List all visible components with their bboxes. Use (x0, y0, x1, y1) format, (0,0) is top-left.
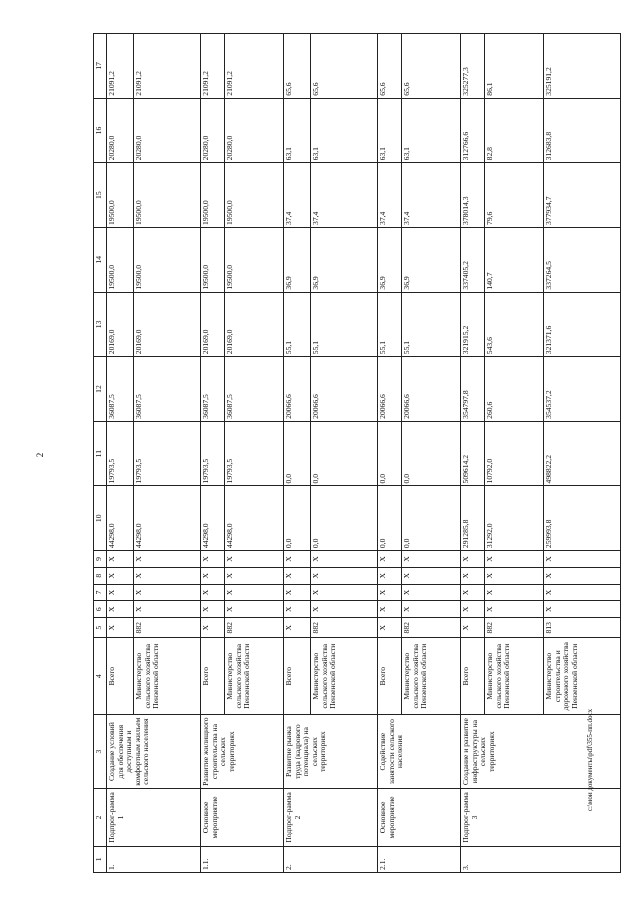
code-cell: X (378, 584, 402, 601)
executor-name: Всего (284, 638, 311, 715)
column-header: 8 (94, 567, 107, 584)
amount-cell: 325277,3 (461, 34, 485, 99)
amount-cell: 19500,0 (134, 227, 201, 292)
page-number: 2 (35, 452, 45, 458)
code-cell: X (107, 551, 134, 568)
column-header: 2 (94, 789, 107, 846)
budget-code: 882 (311, 618, 378, 638)
amount-cell: 498822,2 (544, 421, 621, 486)
amount-cell: 44298,0 (201, 486, 225, 551)
program-title: Создание условий для обеспечения доступным и комфортным жильем сельского населения (107, 715, 201, 789)
amount-cell: 63,1 (284, 98, 311, 163)
table-row (284, 34, 311, 873)
amount-cell: 259993,8 (544, 486, 621, 551)
table-row (201, 34, 225, 873)
amount-cell: 44298,0 (225, 486, 284, 551)
amount-cell: 37,4 (284, 163, 311, 228)
program-title: Развитие жилищного строительства на сельских территориях (201, 715, 284, 789)
code-cell: X (378, 551, 402, 568)
footer-file-path: c:\мои документы\pdf\355-пп.docx (586, 708, 594, 812)
amount-cell: 20280,0 (201, 98, 225, 163)
code-cell: X (402, 567, 461, 584)
code-cell: X (544, 601, 621, 618)
budget-code: X (201, 618, 225, 638)
amount-cell: 31292,0 (485, 486, 544, 551)
column-header: 9 (94, 551, 107, 568)
code-cell: X (485, 551, 544, 568)
amount-cell: 37,4 (311, 163, 378, 228)
code-cell: X (284, 584, 311, 601)
executor-name: Всего (107, 638, 134, 715)
amount-cell: 19793,5 (201, 421, 225, 486)
amount-cell: 19500,0 (107, 227, 134, 292)
budget-code: X (378, 618, 402, 638)
amount-cell: 0,0 (402, 486, 461, 551)
amount-cell: 44298,0 (134, 486, 201, 551)
code-cell: X (284, 567, 311, 584)
code-cell: X (225, 551, 284, 568)
code-cell: X (107, 584, 134, 601)
amount-cell: 0,0 (284, 421, 311, 486)
code-cell: X (201, 584, 225, 601)
executor-name: Всего (378, 638, 402, 715)
amount-cell: 36,9 (311, 227, 378, 292)
amount-cell: 21091,2 (107, 34, 134, 99)
amount-cell: 19793,5 (134, 421, 201, 486)
program-title: Развитие рынка труда (кадрового потенциала) на сельских территориях (284, 715, 378, 789)
amount-cell: 509614,2 (461, 421, 485, 486)
amount-cell: 36087,5 (201, 357, 225, 422)
amount-cell: 19793,5 (107, 421, 134, 486)
code-cell: X (311, 551, 378, 568)
code-cell: X (402, 601, 461, 618)
table-row (461, 34, 485, 873)
amount-cell: 65,6 (284, 34, 311, 99)
amount-cell: 65,6 (311, 34, 378, 99)
amount-cell: 20280,0 (134, 98, 201, 163)
amount-cell: 260,6 (485, 357, 544, 422)
amount-cell: 20169,0 (134, 292, 201, 357)
code-cell: X (201, 551, 225, 568)
code-cell: X (134, 551, 201, 568)
executor-name: Министерство сельского хозяйства Пензенской области (311, 638, 378, 715)
amount-cell: 19500,0 (107, 163, 134, 228)
column-header: 4 (94, 638, 107, 715)
program-label: Основное мероприятие (378, 789, 461, 846)
row-number: 2. (284, 846, 378, 872)
code-cell: X (311, 601, 378, 618)
amount-cell: 312683,8 (544, 98, 621, 163)
amount-cell: 20066,6 (378, 357, 402, 422)
program-label: Подпрог-рамма 1 (107, 789, 201, 846)
amount-cell: 20066,6 (402, 357, 461, 422)
amount-cell: 63,1 (378, 98, 402, 163)
program-label: Подпрог-рамма 3 (461, 789, 621, 846)
amount-cell: 140,7 (485, 227, 544, 292)
rotated-table-container (93, 33, 621, 873)
code-cell: X (544, 567, 621, 584)
code-cell: X (461, 584, 485, 601)
budget-code: X (461, 618, 485, 638)
column-header: 7 (94, 584, 107, 601)
amount-cell: 291285,8 (461, 486, 485, 551)
amount-cell: 337405,2 (461, 227, 485, 292)
table-row (107, 34, 134, 873)
amount-cell: 20280,0 (107, 98, 134, 163)
amount-cell: 44298,0 (107, 486, 134, 551)
amount-cell: 0,0 (311, 421, 378, 486)
code-cell: X (402, 584, 461, 601)
executor-name: Всего (201, 638, 225, 715)
program-label: Подпрог-рамма 2 (284, 789, 378, 846)
amount-cell: 36,9 (284, 227, 311, 292)
amount-cell: 354537,2 (544, 357, 621, 422)
code-cell: X (134, 601, 201, 618)
amount-cell: 36087,5 (107, 357, 134, 422)
amount-cell: 20169,0 (201, 292, 225, 357)
column-header: 13 (94, 292, 107, 357)
amount-cell: 0,0 (378, 421, 402, 486)
amount-cell: 37,4 (402, 163, 461, 228)
column-header: 5 (94, 618, 107, 638)
amount-cell: 10792,0 (485, 421, 544, 486)
executor-name: Министерство сельского хозяйства Пензенской области (225, 638, 284, 715)
amount-cell: 79,6 (485, 163, 544, 228)
executor-name: Министерство сельского хозяйства Пензенской области (402, 638, 461, 715)
amount-cell: 55,1 (378, 292, 402, 357)
amount-cell: 0,0 (378, 486, 402, 551)
code-cell: X (461, 567, 485, 584)
amount-cell: 20066,6 (284, 357, 311, 422)
amount-cell: 19500,0 (201, 163, 225, 228)
column-header: 1 (94, 846, 107, 872)
program-title: Содействие занятости сельского населения (378, 715, 461, 789)
budget-code: X (284, 618, 311, 638)
amount-cell: 0,0 (311, 486, 378, 551)
code-cell: X (544, 584, 621, 601)
amount-cell: 543,6 (485, 292, 544, 357)
code-cell: X (225, 601, 284, 618)
amount-cell: 0,0 (402, 421, 461, 486)
column-header: 12 (94, 357, 107, 422)
code-cell: X (461, 551, 485, 568)
amount-cell: 65,6 (378, 34, 402, 99)
code-cell: X (134, 584, 201, 601)
amount-cell: 36,9 (402, 227, 461, 292)
budget-code: 882 (225, 618, 284, 638)
amount-cell: 19500,0 (201, 227, 225, 292)
amount-cell: 55,1 (311, 292, 378, 357)
budget-code: 882 (485, 618, 544, 638)
amount-cell: 0,0 (284, 486, 311, 551)
row-number: 2.1. (378, 846, 461, 872)
amount-cell: 55,1 (402, 292, 461, 357)
code-cell: X (311, 567, 378, 584)
amount-cell: 321371,6 (544, 292, 621, 357)
amount-cell: 19500,0 (225, 163, 284, 228)
executor-name: Министерство сельского хозяйства Пензенской области (134, 638, 201, 715)
budget-table (93, 33, 621, 873)
table-row (378, 34, 402, 873)
amount-cell: 20169,0 (107, 292, 134, 357)
code-cell: X (201, 567, 225, 584)
code-cell: X (378, 601, 402, 618)
code-cell: X (461, 601, 485, 618)
column-header: 6 (94, 601, 107, 618)
amount-cell: 63,1 (402, 98, 461, 163)
amount-cell: 21091,2 (201, 34, 225, 99)
row-number: 3. (461, 846, 621, 872)
code-cell: X (402, 551, 461, 568)
code-cell: X (201, 601, 225, 618)
column-header: 16 (94, 98, 107, 163)
budget-code: X (107, 618, 134, 638)
code-cell: X (225, 584, 284, 601)
amount-cell: 378014,3 (461, 163, 485, 228)
amount-cell: 19793,5 (225, 421, 284, 486)
amount-cell: 377934,7 (544, 163, 621, 228)
executor-name: Министерство строительства и дорожного хозяйства Пензенской области (544, 638, 621, 715)
code-cell: X (485, 601, 544, 618)
code-cell: X (107, 567, 134, 584)
amount-cell: 55,1 (284, 292, 311, 357)
column-header: 14 (94, 227, 107, 292)
code-cell: X (544, 551, 621, 568)
amount-cell: 65,6 (402, 34, 461, 99)
amount-cell: 21091,2 (225, 34, 284, 99)
column-header: 11 (94, 421, 107, 486)
amount-cell: 36087,5 (225, 357, 284, 422)
budget-code: 813 (544, 618, 621, 638)
amount-cell: 19500,0 (225, 227, 284, 292)
amount-cell: 37,4 (378, 163, 402, 228)
amount-cell: 321915,2 (461, 292, 485, 357)
code-cell: X (225, 567, 284, 584)
code-cell: X (134, 567, 201, 584)
amount-cell: 63,1 (311, 98, 378, 163)
amount-cell: 36,9 (378, 227, 402, 292)
code-cell: X (284, 551, 311, 568)
column-header: 10 (94, 486, 107, 551)
code-cell: X (378, 567, 402, 584)
budget-code: 882 (402, 618, 461, 638)
code-cell: X (107, 601, 134, 618)
column-header: 17 (94, 34, 107, 99)
amount-cell: 19500,0 (134, 163, 201, 228)
amount-cell: 82,8 (485, 98, 544, 163)
code-cell: X (311, 584, 378, 601)
amount-cell: 20169,0 (225, 292, 284, 357)
row-number: 1.1. (201, 846, 284, 872)
row-number: 1. (107, 846, 201, 872)
program-title: Создание и развитие инфраструктуры на сельских территориях (461, 715, 621, 789)
column-header: 15 (94, 163, 107, 228)
code-cell: X (284, 601, 311, 618)
amount-cell: 21091,2 (134, 34, 201, 99)
budget-code: 882 (134, 618, 201, 638)
program-label: Основное мероприятие (201, 789, 284, 846)
amount-cell: 354797,8 (461, 357, 485, 422)
amount-cell: 20066,6 (311, 357, 378, 422)
column-header: 3 (94, 715, 107, 789)
code-cell: X (485, 584, 544, 601)
amount-cell: 325191,2 (544, 34, 621, 99)
header-row (94, 34, 107, 873)
code-cell: X (485, 567, 544, 584)
amount-cell: 86,1 (485, 34, 544, 99)
amount-cell: 312766,6 (461, 98, 485, 163)
amount-cell: 20280,0 (225, 98, 284, 163)
executor-name: Всего (461, 638, 485, 715)
amount-cell: 337264,5 (544, 227, 621, 292)
executor-name: Министерство сельского хозяйства Пензенской области (485, 638, 544, 715)
amount-cell: 36087,5 (134, 357, 201, 422)
